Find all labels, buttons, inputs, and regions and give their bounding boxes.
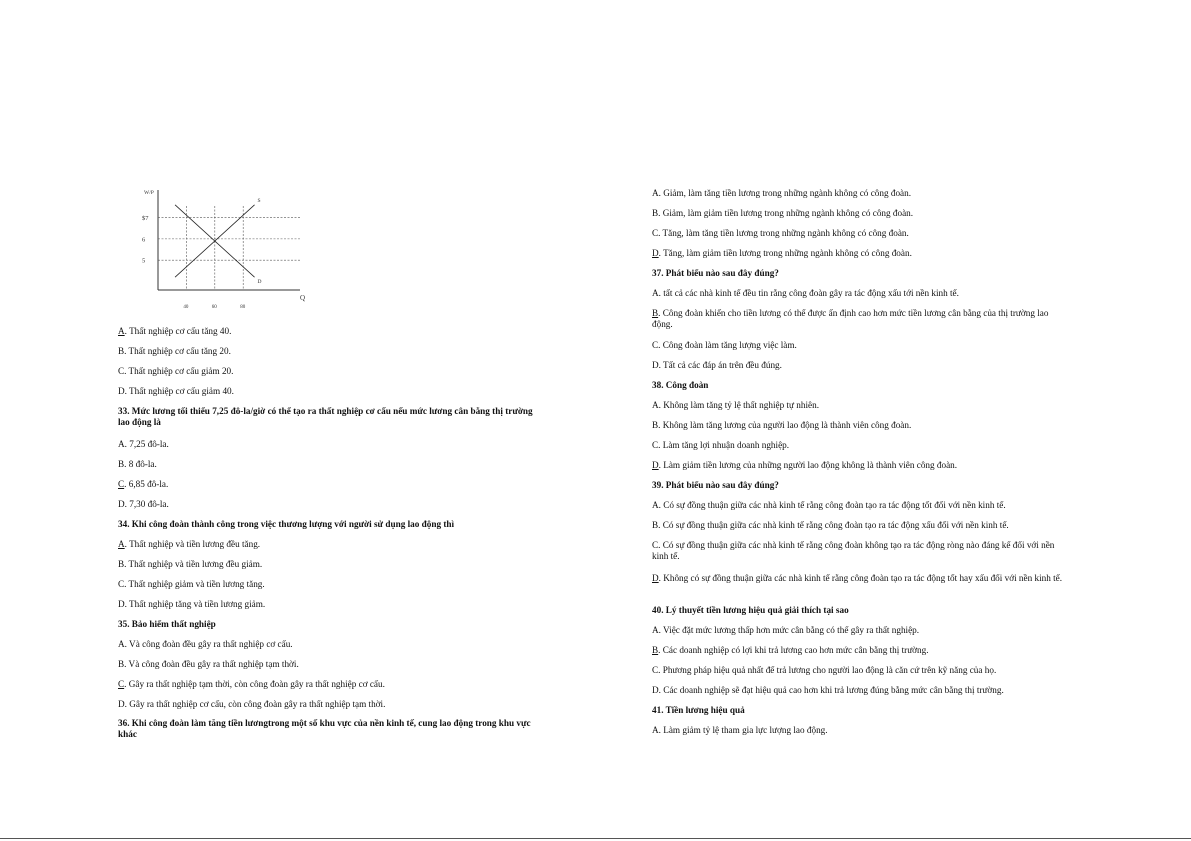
q39-option-a: A. Có sự đồng thuận giữa các nhà kinh tế rằng công đoàn tạo ra tác động tốt đối với nền kinh tế. <box>652 500 1006 510</box>
series-label-d: D <box>257 279 262 286</box>
q40-option-c: C. Phương pháp hiệu quả nhất để trả lương cho người lao động là căn cứ trên kỹ năng của họ. <box>652 665 997 675</box>
q33-option-c: C. 6,85 đô-la. <box>118 479 169 489</box>
q34-question: 34. Khi công đoàn thành công trong việc thương lượng với người sử dụng lao động thì <box>118 519 455 529</box>
q35-option-d: D. Gây ra thất nghiệp cơ cấu, còn công đoàn gây ra thất nghiệp tạm thời. <box>118 699 386 709</box>
q38-option-c: C. Làm tăng lợi nhuận doanh nghiệp. <box>652 440 790 450</box>
q38-option-b: B. Không làm tăng lương của người lao động là thành viên công đoàn. <box>652 420 912 430</box>
q39-question: 39. Phát biểu nào sau đây đúng? <box>652 480 779 490</box>
x-tick-label: 80 <box>240 305 246 310</box>
x-tick-label: 40 <box>183 305 189 310</box>
q38-option-a: A. Không làm tăng tỷ lệ thất nghiệp tự nhiên. <box>652 400 820 410</box>
q40-question: 40. Lý thuyết tiền lương hiệu quả giải thích tại sao <box>652 605 849 615</box>
x-tick-label: 60 <box>211 305 217 310</box>
q37-option-c: C. Công đoàn làm tăng lượng việc làm. <box>652 340 797 350</box>
q35-option-b: B. Và công đoàn đều gây ra thất nghiệp tạm thời. <box>118 659 299 669</box>
q33-question: 33. Mức lương tối thiểu 7,25 đô-la/giờ có thể tạo ra thất nghiệp cơ cấu nếu mức lương cân bằng thị trường lao động là <box>118 406 533 427</box>
q35-option-c: C. Gây ra thất nghiệp tạm thời, còn công đoàn gây ra thất nghiệp cơ cấu. <box>118 679 385 689</box>
q40-option-d: D. Các doanh nghiệp sẽ đạt hiệu quả cao hơn khi trả lương đúng bằng mức cân bằng thị trường. <box>652 685 1004 695</box>
q34-option-c: C. Thất nghiệp giảm và tiền lương tăng. <box>118 579 265 589</box>
labor-market-chart <box>128 186 318 316</box>
q34-option-a: A. Thất nghiệp và tiền lương đều tăng. <box>118 539 261 549</box>
q32-option-c: C. Thất nghiệp cơ cấu giảm 20. <box>118 366 234 376</box>
q37-question: 37. Phát biểu nào sau đây đúng? <box>652 268 779 278</box>
q34-option-d: D. Thất nghiệp tăng và tiền lương giảm. <box>118 599 266 609</box>
q41-option-a: A. Làm giảm tỷ lệ tham gia lực lượng lao động. <box>652 725 828 735</box>
q37-option-d: D. Tất cả các đáp án trên đều đúng. <box>652 360 782 370</box>
q41-question: 41. Tiền lương hiệu quả <box>652 705 745 715</box>
q33-option-b: B. 8 đô-la. <box>118 459 157 469</box>
q39-option-d: D. Không có sự đồng thuận giữa các nhà kinh tế rằng công đoàn tạo ra tác động tốt hay xấu đối với nền kinh tế. <box>652 573 1063 583</box>
q36-option-a: A. Giảm, làm tăng tiền lương trong những ngành không có công đoàn. <box>652 188 912 198</box>
q36-question: 36. Khi công đoàn làm tăng tiền lươngtrong một số khu vực của nền kinh tế, cung lao động trong khu vực khác <box>118 718 531 739</box>
y-tick-label: $7 <box>142 215 149 223</box>
y-axis-label: W/P <box>144 190 154 196</box>
q40-option-b: B. Các doanh nghiệp có lợi khi trả lương cao hơn mức cân bằng thị trường. <box>652 645 929 655</box>
q32-option-b: B. Thất nghiệp cơ cấu tăng 20. <box>118 346 231 356</box>
q36-option-d: D. Tăng, làm giảm tiền lương trong những ngành không có công đoàn. <box>652 248 912 258</box>
y-tick-label: 6 <box>142 236 146 244</box>
q34-option-b: B. Thất nghiệp và tiền lương đều giảm. <box>118 559 263 569</box>
q35-option-a: A. Và công đoàn đều gây ra thất nghiệp cơ cấu. <box>118 639 293 649</box>
q37-option-a: A. tất cả các nhà kinh tế đều tin rằng công đoàn gây ra tác động xấu tới nền kinh tế. <box>652 288 959 298</box>
q38-question: 38. Công đoàn <box>652 380 709 390</box>
q36-option-c: C. Tăng, làm tăng tiền lương trong những ngành không có công đoàn. <box>652 228 909 238</box>
page-bottom-rule <box>0 838 1191 839</box>
y-tick-label: 5 <box>142 257 146 265</box>
q39-option-c: C. Có sự đồng thuận giữa các nhà kinh tế rằng công đoàn không tạo ra tác động ròng nào đáng kể đối với nền kinh tế. <box>652 540 1055 561</box>
q40-option-a: A. Việc đặt mức lương thấp hơn mức cân bằng có thể gây ra thất nghiệp. <box>652 625 920 635</box>
q35-question: 35. Bảo hiểm thất nghiệp <box>118 619 216 629</box>
q33-option-d: D. 7,30 đô-la. <box>118 499 169 509</box>
q37-option-b: B. Công đoàn khiến cho tiền lương có thể được ấn định cao hơn mức tiền lương cân bằng của thị trường lao động. <box>652 308 1049 329</box>
q33-option-a: A. 7,25 đô-la. <box>118 439 169 449</box>
q38-option-d: D. Làm giảm tiền lương của những người lao động không là thành viên công đoàn. <box>652 460 958 470</box>
q39-option-b: B. Có sự đồng thuận giữa các nhà kinh tế rằng công đoàn tạo ra tác động xấu đối với nền kinh tế. <box>652 520 1009 530</box>
q32-option-a: A. Thất nghiệp cơ cấu tăng 40. <box>118 326 232 336</box>
q36-option-b: B. Giảm, làm giảm tiền lương trong những ngành không có công đoàn. <box>652 208 914 218</box>
series-label-s: S <box>257 197 261 204</box>
x-axis-label: Q <box>300 294 306 302</box>
q32-option-d: D. Thất nghiệp cơ cấu giảm 40. <box>118 386 234 396</box>
